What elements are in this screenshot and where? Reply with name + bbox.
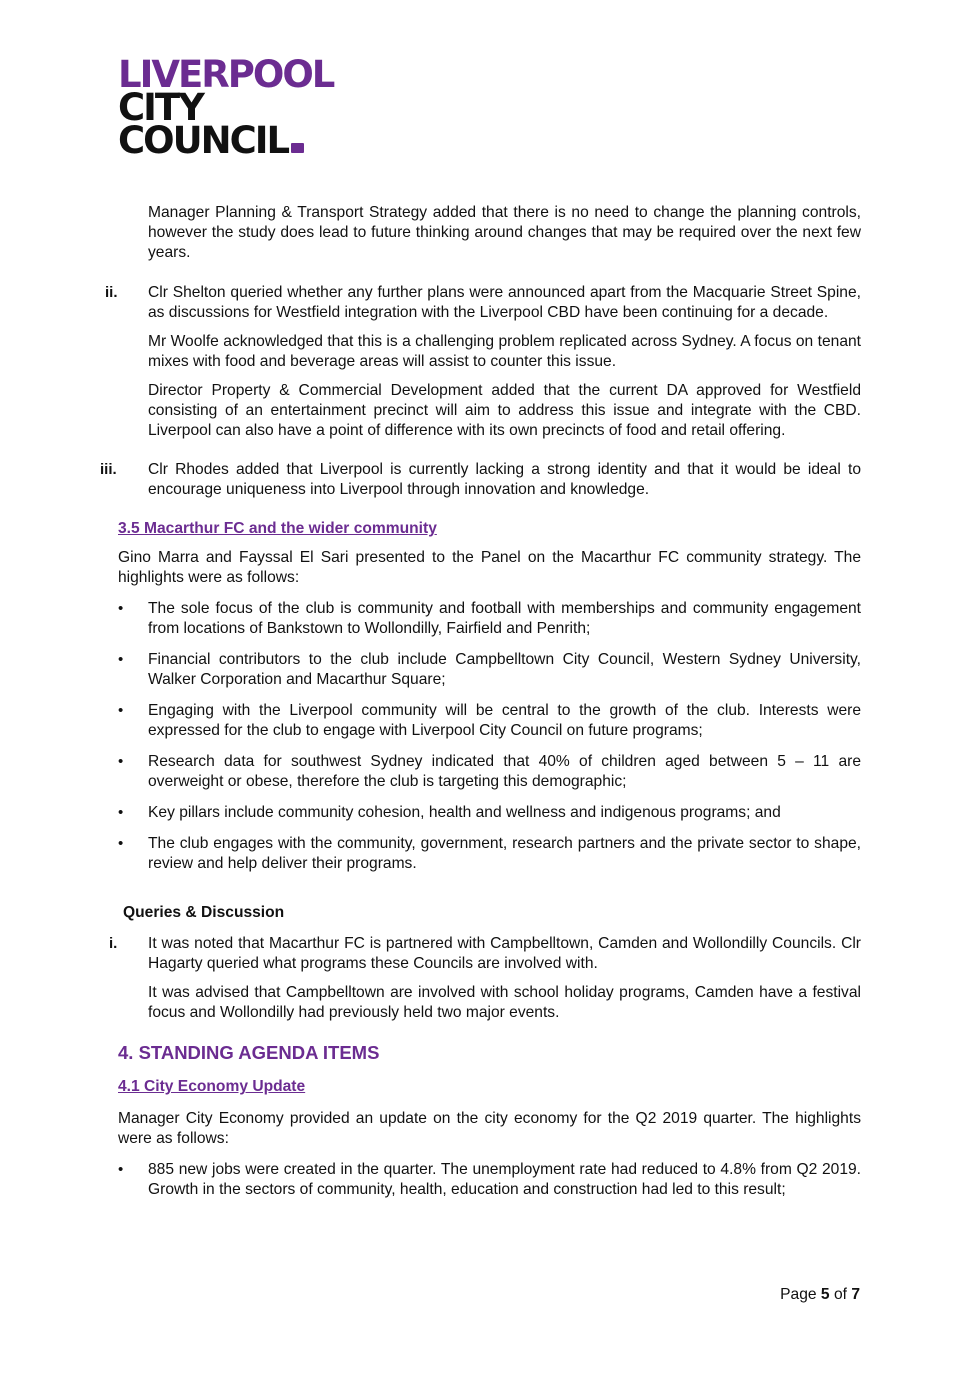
- document-body: [0, 203, 979, 1200]
- of-word: of: [833, 1286, 847, 1303]
- page-total: 7: [851, 1286, 860, 1303]
- item-ii-number: ii.: [105, 284, 118, 301]
- bullet-icon: •: [118, 600, 124, 617]
- section-4-heading: 4. STANDING AGENDA ITEMS: [118, 1042, 380, 1063]
- list-item: [0, 701, 979, 741]
- page-footer: [780, 1286, 860, 1304]
- bullet-icon: •: [118, 804, 124, 821]
- page-number: 5: [820, 1286, 830, 1303]
- council-logo: [118, 53, 334, 162]
- list-item: [0, 599, 979, 639]
- section-4-1-heading[interactable]: 4.1 City Economy Update: [118, 1078, 306, 1095]
- bullet-icon: •: [118, 651, 124, 668]
- list-item: [0, 650, 979, 690]
- item-ii-para-1: Clr Shelton queried whether any further plans were announced apart from the Macquarie Street Spine, as discussions for Westfield integration with the Liverpool CBD have been continuing for a decade.: [148, 284, 861, 321]
- bullet-icon: •: [118, 753, 124, 770]
- list-item: [0, 803, 979, 823]
- section-3-5-heading[interactable]: 3.5 Macarthur FC and the wider community: [118, 520, 437, 537]
- list-item: [0, 752, 979, 792]
- bullet-text: 885 new jobs were created in the quarter. The unemployment rate had reduced to 4.8% from Q2 2019. Growth in the sectors of community, health, education and construction had led to this result;: [148, 1161, 861, 1198]
- logo-dot-icon: [291, 143, 304, 153]
- item-ii: [0, 283, 979, 323]
- bullet-icon: •: [118, 1161, 124, 1178]
- item-ii-para-2: Mr Woolfe acknowledged that this is a challenging problem replicated across Sydney. A focus on tenant mixes with food and beverage areas will assist to counter this issue.: [148, 333, 861, 370]
- bullet-text: Research data for southwest Sydney indicated that 40% of children aged between 5 – 11 are overweight or obese, therefore the club is targeting this demographic;: [148, 753, 861, 790]
- list-item: [0, 1160, 979, 1200]
- queries-item-number: i.: [109, 935, 118, 952]
- bullet-icon: •: [118, 835, 124, 852]
- item-ii-para-3: Director Property & Commercial Development added that the current DA approved for Westfield consisting of an entertainment precinct will aim to address this issue and integrate with the CBD. Liverpool can also have a point of difference with its own precincts of food and retail offering.: [148, 382, 861, 439]
- section-3-5-intro: Gino Marra and Fayssal El Sari presented to the Panel on the Macarthur FC community strategy. The highlights were as follows:: [118, 549, 861, 586]
- bullet-text: Engaging with the Liverpool community will be central to the growth of the club. Interests were expressed for the club to engage with Liverpool City Council on future programs;: [148, 702, 861, 739]
- bullet-icon: •: [118, 702, 124, 719]
- logo-line-city: CITY: [118, 86, 203, 129]
- bullet-text: The sole focus of the club is community and football with memberships and community engagement from locations of Bankstown to Wollondilly, Fairfield and Penrith;: [148, 600, 861, 637]
- bullet-text: Key pillars include community cohesion, health and wellness and indigenous programs; and: [148, 804, 781, 821]
- list-item: [0, 834, 979, 874]
- bullet-text: The club engages with the community, government, research partners and the private sector to shape, review and help deliver their programs.: [148, 835, 861, 872]
- page-word: Page: [780, 1286, 817, 1303]
- queries-heading: Queries & Discussion: [123, 904, 285, 921]
- item-iii: [0, 460, 979, 500]
- section-4-1-intro: Manager City Economy provided an update on the city economy for the Q2 2019 quarter. The highlights were as follows:: [118, 1110, 861, 1147]
- queries-para-1: It was noted that Macarthur FC is partnered with Campbelltown, Camden and Wollondilly Councils. Clr Hagarty queried what programs these Councils are involved with.: [148, 935, 861, 972]
- logo-line-liverpool: LIVERPOOL: [118, 53, 334, 96]
- queries-item-i: [0, 934, 979, 974]
- bullet-text: Financial contributors to the club include Campbelltown City Council, Western Sydney University, Walker Corporation and Macarthur Square;: [148, 651, 861, 688]
- item-iii-number: iii.: [100, 461, 117, 478]
- item-iii-para-1: Clr Rhodes added that Liverpool is currently lacking a strong identity and that it would be ideal to encourage uniqueness into Liverpool through innovation and knowledge.: [148, 461, 861, 498]
- intro-paragraph: Manager Planning & Transport Strategy added that there is no need to change the planning controls, however the study does lead to future thinking around changes that may be required over the next few years.: [148, 204, 861, 261]
- queries-para-2: It was advised that Campbelltown are involved with school holiday programs, Camden have a festival focus and Wollondilly had previously held two major events.: [148, 984, 861, 1021]
- logo-line-council: COUNCIL: [118, 119, 289, 162]
